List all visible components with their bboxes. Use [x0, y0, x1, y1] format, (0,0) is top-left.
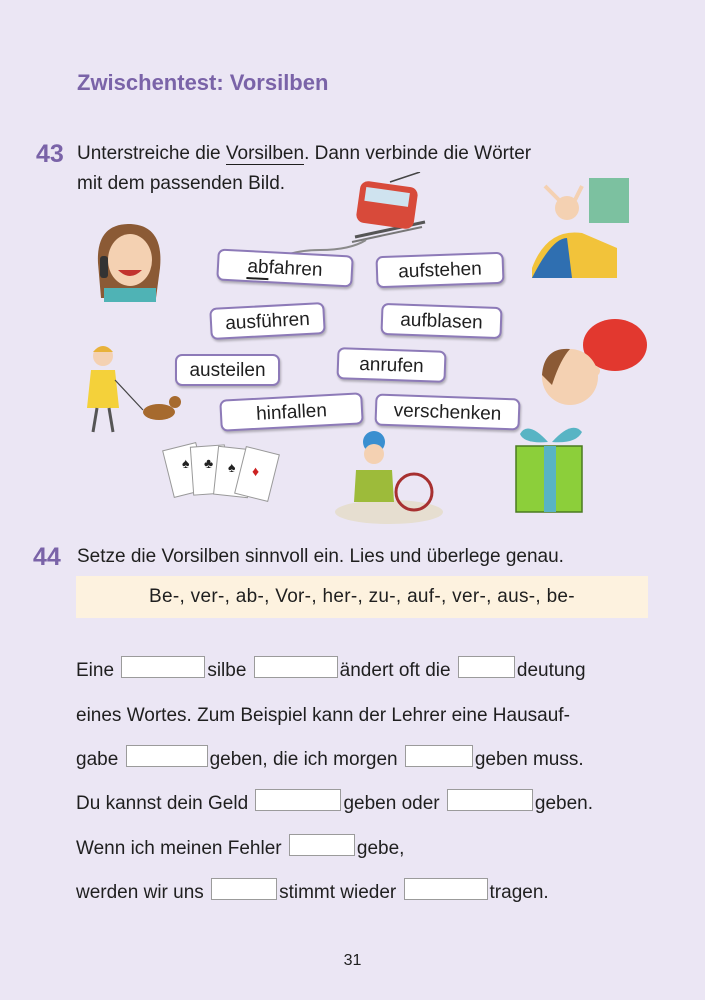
syllable-list-box: Be-, ver-, ab-, Vor-, her-, zu-, auf-, ver-, aus-, be-	[76, 576, 648, 618]
card-prefix-underlined: ab	[246, 256, 270, 279]
task-44-instruction: Setze die Vorsilben sinnvoll ein. Lies und überlege genau.	[77, 546, 564, 567]
instruction-text: mit dem passenden Bild.	[77, 173, 286, 194]
instruction-underlined-word: Vorsilben	[225, 143, 305, 164]
page-number: 31	[343, 952, 362, 969]
text-segment: Eine	[76, 660, 115, 681]
word-card-verschenken[interactable]: verschenken	[374, 393, 520, 430]
text-segment: gabe	[76, 749, 119, 770]
svg-text:♣: ♣	[204, 455, 214, 471]
text-segment: Wenn ich meinen Fehler	[76, 838, 282, 859]
text-segment: silbe	[207, 660, 247, 681]
text-segment: gebe,	[356, 838, 405, 859]
child-getting-up-picture	[527, 178, 632, 280]
blank-field[interactable]	[254, 656, 338, 678]
text-line-1	[76, 656, 586, 686]
svg-text:♠: ♠	[182, 455, 190, 471]
text-line-4	[76, 789, 593, 819]
card-word-rest: fahren	[268, 257, 323, 281]
girl-phone-picture	[86, 218, 166, 303]
blank-field[interactable]	[126, 745, 208, 767]
text-segment: werden wir uns	[76, 882, 204, 903]
word-card-abfahren[interactable]	[216, 248, 353, 287]
text-segment: geben oder	[343, 793, 440, 814]
instruction-text: . Dann verbinde die Wörter	[304, 143, 532, 164]
word-card-aufstehen[interactable]: aufstehen	[375, 252, 504, 288]
blank-field[interactable]	[447, 789, 533, 811]
text-line-3	[76, 745, 584, 775]
page-title: Zwischentest: Vorsilben	[77, 70, 329, 95]
word-card-anrufen[interactable]: anrufen	[336, 347, 446, 383]
playing-cards-picture	[160, 438, 280, 508]
fallen-cyclist-picture	[334, 430, 444, 525]
instruction-text: Unterstreiche die	[77, 143, 226, 164]
blank-field[interactable]	[405, 745, 473, 767]
blank-field[interactable]	[458, 656, 515, 678]
task-number-43: 43	[36, 140, 64, 168]
text-line-2: eines Wortes. Zum Beispiel kann der Lehrer eine Hausauf-	[76, 705, 570, 726]
text-segment: geben.	[534, 793, 594, 814]
word-card-aufblasen[interactable]: aufblasen	[380, 303, 502, 339]
blank-field[interactable]	[255, 789, 341, 811]
text-segment: geben muss.	[474, 749, 584, 770]
text-segment: tragen.	[489, 882, 549, 903]
svg-text:♠: ♠	[228, 459, 236, 475]
balloon-picture	[530, 315, 655, 410]
word-card-austeilen[interactable]: austeilen	[175, 354, 280, 386]
text-segment: stimmt wieder	[279, 882, 397, 903]
blank-field[interactable]	[121, 656, 205, 678]
text-line-6	[76, 878, 549, 908]
svg-text:♦: ♦	[252, 463, 260, 479]
word-card-hinfallen[interactable]: hinfallen	[219, 392, 363, 431]
girl-with-dog-picture	[77, 340, 187, 440]
text-segment: deutung	[516, 660, 586, 681]
task-number-44: 44	[33, 543, 61, 571]
text-segment: Du kannst dein Geld	[76, 793, 249, 814]
task-43-instruction	[77, 139, 531, 199]
blank-field[interactable]	[404, 878, 488, 900]
text-line-5	[76, 834, 404, 864]
blank-field[interactable]	[289, 834, 355, 856]
blank-field[interactable]	[211, 878, 277, 900]
text-segment: ändert oft die	[339, 660, 451, 681]
gift-picture	[510, 420, 590, 520]
text-segment: geben, die ich morgen	[209, 749, 398, 770]
word-card-ausfuehren[interactable]: ausführen	[209, 302, 326, 340]
